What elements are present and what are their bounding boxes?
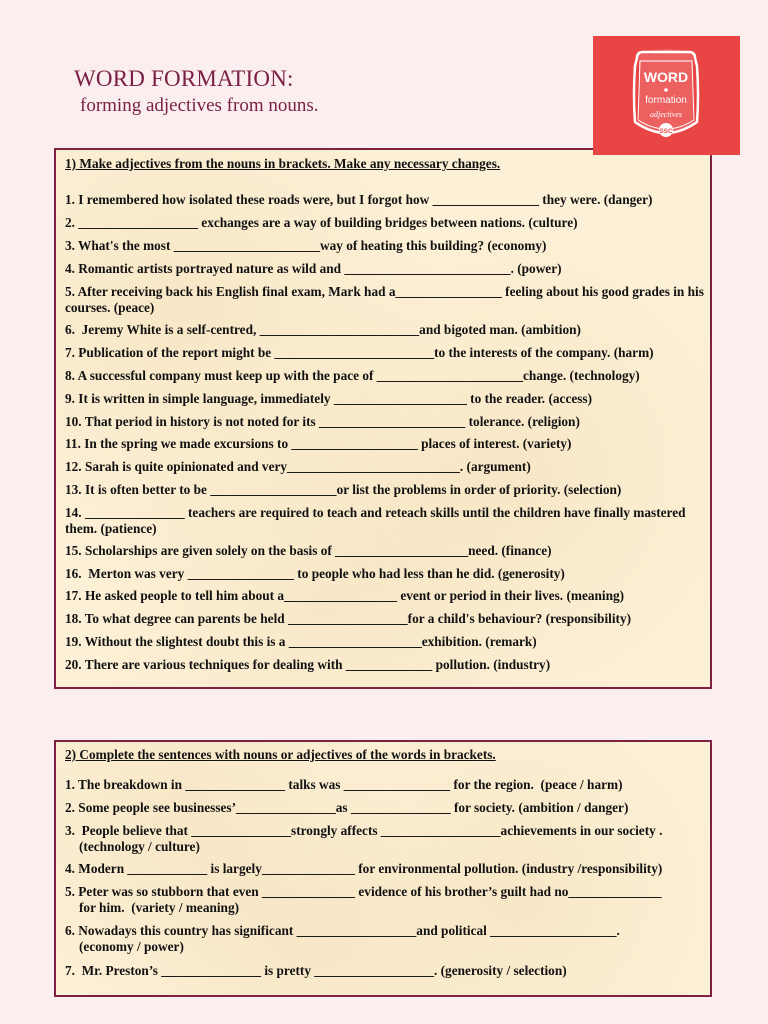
exercise-1-item-14: 14. _______________ teachers are required to teach and reteach skills until the children have finally mastered them. (patience): [65, 505, 689, 536]
exercise-1-item-9: 9. It is written in simple language, immediately ____________________ to the reader. (access): [65, 391, 593, 406]
exercise-1-item-19: 19. Without the slightest doubt this is a ____________________exhibition. (remark): [65, 634, 537, 649]
exercise-1-item-6: 6. Jeremy White is a self-centred, ________________________and bigoted man. (ambition): [65, 322, 581, 337]
exercise-1-heading: 1) Make adjectives from the nouns in brackets. Make any necessary changes.: [65, 156, 501, 171]
exercise-1-box: [54, 148, 712, 689]
exercise-1-item-17: 17. He asked people to tell him about a_________________ event or period in their lives. (meaning): [65, 588, 625, 603]
word-formation-logo: [593, 36, 740, 155]
exercise-2-item-6: 6. Nowadays this country has significant __________________and political ___________________. (economy / power): [65, 923, 620, 954]
exercise-2-heading: 2) Complete the sentences with nouns or adjectives of the words in brackets.: [65, 747, 496, 762]
logo-formation-text: formation: [645, 95, 687, 106]
exercise-2-item-3: 3. People believe that _______________strongly affects __________________achievements in our society . (technology / culture): [65, 823, 663, 854]
exercise-2-item-1: 1. The breakdown in _______________ talks was ________________ for the region. (peace / harm): [65, 777, 623, 792]
logo-adjectives-text: adjectives: [650, 110, 682, 119]
exercise-2-box: [54, 740, 712, 997]
exercise-1-item-2: 2. __________________ exchanges are a way of building bridges between nations. (culture): [65, 215, 578, 230]
page-subtitle: forming adjectives from nouns.: [80, 95, 319, 116]
exercise-2-item-4: 4. Modern ____________ is largely______________ for environmental pollution. (industry /responsibility): [65, 861, 663, 876]
exercise-2-item-2: 2. Some people see businesses’_______________as _______________ for society. (ambition / danger): [65, 800, 629, 815]
logo-ssc-text: SSC: [659, 128, 673, 135]
exercise-1-item-5: 5. After receiving back his English final exam, Mark had a________________ feeling about his good grades in his courses. (peace): [65, 284, 708, 315]
exercise-1-item-8: 8. A successful company must keep up with the pace of ______________________change. (technology): [65, 368, 640, 383]
exercise-1-item-16: 16. Merton was very ________________ to people who had less than he did. (generosity): [65, 566, 565, 581]
exercise-2-item-5: 5. Peter was so stubborn that even ______________ evidence of his brother’s guilt had no______________ for him. (variety / meaning): [65, 884, 662, 915]
logo-word-text: WORD: [643, 69, 689, 85]
exercise-1-item-1: 1. I remembered how isolated these roads were, but I forgot how ________________ they were. (danger): [65, 192, 653, 207]
exercise-1-item-15: 15. Scholarships are given solely on the basis of ____________________need. (finance): [65, 543, 552, 558]
exercise-1-item-3: 3. What's the most ______________________way of heating this building? (economy): [65, 238, 547, 253]
exercise-2-item-7: 7. Mr. Preston’s _______________ is pretty __________________. (generosity / selection): [65, 963, 567, 978]
exercise-1-item-7: 7. Publication of the report might be ________________________to the interests of the company. (harm): [65, 345, 654, 360]
exercise-1-item-4: 4. Romantic artists portrayed nature as wild and _________________________. (power): [65, 261, 562, 276]
page-title: WORD FORMATION:: [74, 66, 294, 91]
exercise-1-item-12: 12. Sarah is quite opinionated and very__________________________. (argument): [65, 459, 531, 474]
exercise-1-item-20: 20. There are various techniques for dealing with _____________ pollution. (industry): [65, 657, 551, 672]
badge-emblem-icon: [593, 36, 740, 155]
exercise-1-item-11: 11. In the spring we made excursions to ___________________ places of interest. (variety): [65, 436, 572, 451]
exercise-1-item-13: 13. It is often better to be ___________________or list the problems in order of priority. (selection): [65, 482, 622, 497]
exercise-1-item-10: 10. That period in history is not noted for its ______________________ tolerance. (religion): [65, 414, 580, 429]
exercise-1-item-18: 18. To what degree can parents be held __________________for a child's behaviour? (responsibility): [65, 611, 632, 626]
